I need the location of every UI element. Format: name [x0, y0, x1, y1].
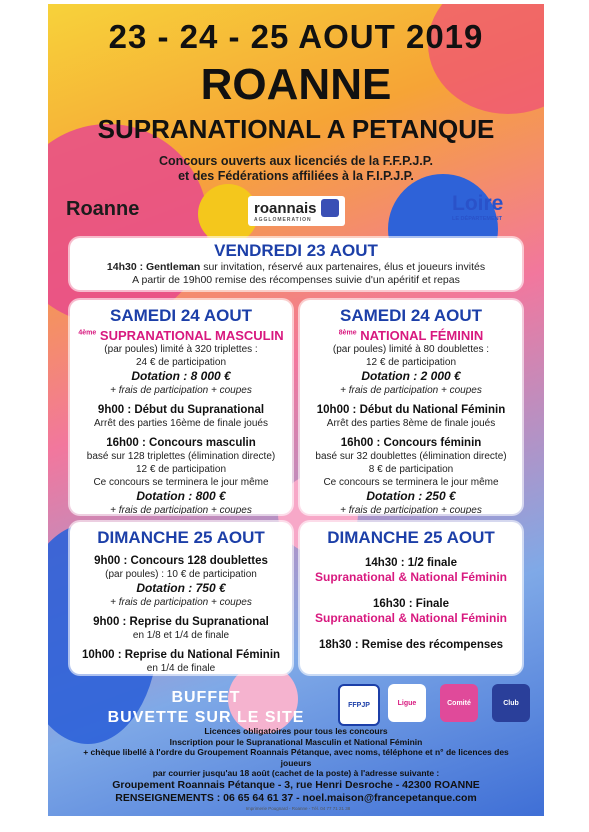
schedule-time: 9h00 : Début du Supranational [97, 404, 265, 416]
eligibility-line: et des Fédérations affiliées à la F.I.P.J.P. [178, 169, 414, 183]
event-city: ROANNE [200, 60, 392, 109]
finals-label: Supranational & National Féminin [314, 570, 508, 584]
info-line: + frais de participation + coupes [340, 505, 482, 514]
friday-line: A partir de 19h00 remise des récompenses suivie d'un apéritif et repas [132, 274, 460, 286]
schedule-time: 9h00 : Concours 128 doublettes [94, 555, 268, 567]
loire-logo: Loire LE DÉPARTEMENT [452, 192, 504, 222]
schedule-time: 18h30 : Remise des récompenses [318, 639, 504, 651]
roannais-logo: roannais AGGLOMERATION [248, 196, 345, 226]
registration-info [68, 726, 524, 806]
event-title: SUPRANATIONAL A PETANQUE [97, 114, 495, 144]
prize-amount: Dotation : 800 € [136, 489, 226, 503]
info-line: Arrêt des parties 8ème de finale joués [326, 418, 496, 429]
sunday-right-panel [300, 522, 522, 674]
saturday-feminin-panel [300, 300, 522, 514]
comite-badge-icon: Comité [440, 684, 478, 722]
club-badge-icon: Club [492, 684, 530, 722]
schedule-time: 16h30 : Finale [372, 598, 450, 610]
footer-line: Inscription pour le Supranational Masculin et National Féminin [169, 736, 423, 747]
info-line: + frais de participation + coupes [110, 385, 252, 396]
info-line: 24 € de participation [135, 357, 227, 368]
info-line: basé sur 32 doublettes (élimination directe) [315, 451, 507, 462]
info-line: Ce concours se terminera le jour même [93, 477, 269, 488]
panel-title: DIMANCHE 25 AOUT [97, 528, 265, 547]
schedule-time: 16h00 : Concours féminin [340, 437, 482, 449]
ffpjp-badge-icon: FFPJP [338, 684, 380, 726]
schedule-time: 14h30 : 1/2 finale [364, 557, 458, 569]
footer-line: par courrier jusqu'au 18 août (cachet de la poste) à l'adresse suivante : [152, 768, 440, 778]
poster [48, 4, 544, 816]
prize-amount: Dotation : 8 000 € [131, 369, 231, 383]
info-line: 8 € de participation [368, 464, 454, 475]
info-line: 12 € de participation [365, 357, 457, 368]
footer-line: Licences obligatoires pour tous les concours [204, 726, 388, 736]
buffet-line: BUFFET [171, 689, 241, 706]
info-line: (par poules) : 10 € de participation [105, 569, 257, 580]
friday-line: 14h30 : Gentleman sur invitation, réservé aux partenaires, élus et joueurs invités [106, 261, 486, 273]
info-line: + frais de participation + coupes [110, 505, 252, 514]
printer-credit: Imprimerie Pougnard - Roanne - Tél. 04 77 71 21 38 [245, 806, 351, 811]
buffet-text [106, 688, 306, 728]
schedule-time: 10h00 : Reprise du National Féminin [81, 649, 281, 661]
finals-label: Supranational & National Féminin [314, 611, 508, 625]
info-line: (par poules) limité à 80 doublettes : [332, 344, 490, 355]
event-dates: 23 - 24 - 25 AOUT 2019 [108, 18, 484, 55]
info-line: Ce concours se terminera le jour même [323, 477, 499, 488]
friday-panel [70, 238, 522, 290]
info-line: + frais de participation + coupes [110, 597, 252, 608]
panel-title: SAMEDI 24 AOUT [109, 306, 252, 325]
ligue-badge-icon: Ligue [388, 684, 426, 722]
panel-title: DIMANCHE 25 AOUT [327, 528, 495, 547]
info-line: en 1/4 de finale [146, 663, 216, 674]
roanne-logo: Roanne [66, 198, 140, 220]
schedule-time: 16h00 : Concours masculin [106, 437, 256, 449]
prize-amount: Dotation : 2 000 € [361, 369, 461, 383]
buffet-line: BUVETTE SUR LE SITE [107, 709, 305, 726]
panel-subtitle: $^{8ème}$ NATIONAL FÉMININ [338, 328, 484, 343]
info-line: basé sur 128 triplettes (élimination directe) [86, 451, 276, 462]
info-line: en 1/8 et 1/4 de finale [132, 630, 230, 641]
info-line: + frais de participation + coupes [340, 385, 482, 396]
schedule-time: 10h00 : Début du National Féminin [316, 404, 506, 416]
prize-amount: Dotation : 250 € [366, 489, 456, 503]
info-line: (par poules) limité à 320 triplettes : [104, 344, 258, 355]
footer-address: Groupement Roannais Pétanque - 3, rue Henri Desroche - 42300 ROANNE [112, 778, 480, 791]
eligibility-line: Concours ouverts aux licenciés de la F.F.P.J.P. [159, 154, 433, 168]
schedule-time: 9h00 : Reprise du Supranational [93, 616, 269, 628]
prize-amount: Dotation : 750 € [136, 581, 226, 595]
saturday-supranational-panel [70, 300, 292, 514]
footer-contact: RENSEIGNEMENTS : 06 65 64 61 37 - noel.maison@francepetanque.com [115, 791, 477, 804]
info-line: Arrêt des parties 16ème de finale joués [94, 418, 268, 429]
footer-line: + chèque libellé à l'ordre du Groupement Roannais Pétanque, avec noms, téléphone et n° de licences des joueurs [83, 747, 509, 768]
info-line: 12 € de participation [135, 464, 227, 475]
friday-title: VENDREDI 23 AOUT [214, 241, 378, 260]
sunday-left-panel [70, 522, 292, 674]
panel-subtitle: $^{4ème}$ SUPRANATIONAL MASCULIN [78, 328, 284, 343]
eligibility-note [108, 154, 484, 184]
panel-title: SAMEDI 24 AOUT [339, 306, 482, 325]
